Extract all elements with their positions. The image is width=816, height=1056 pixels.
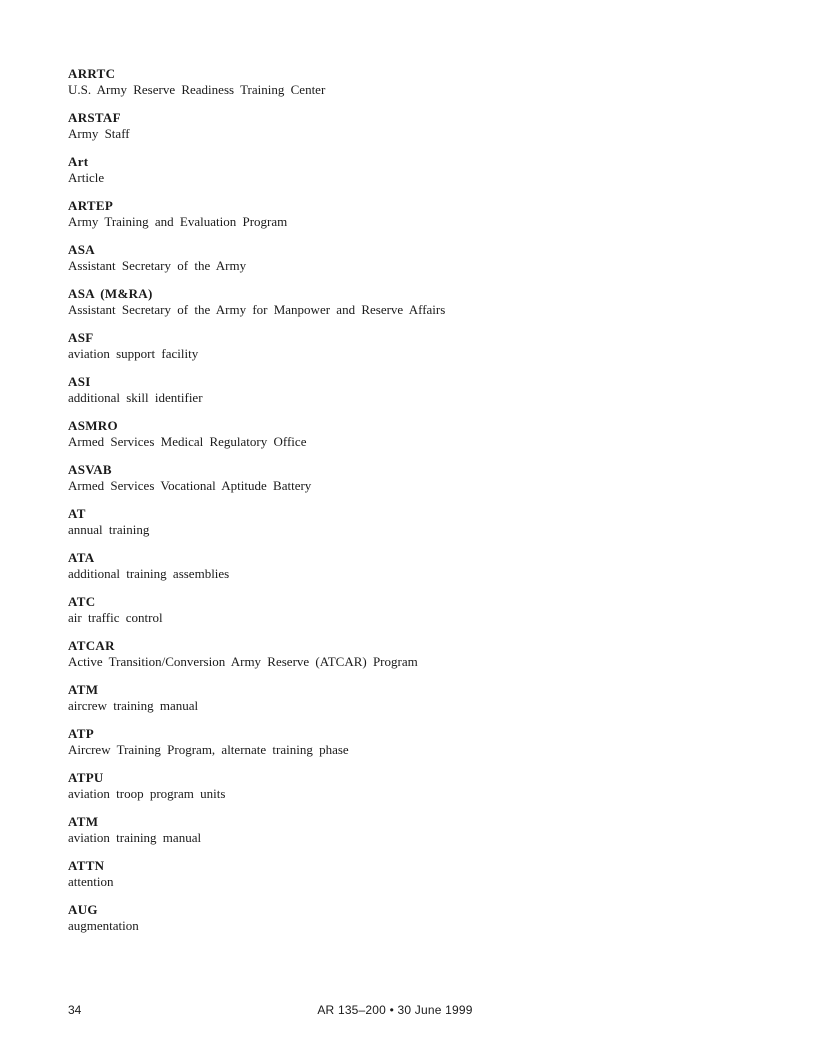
glossary-definition: U.S. Army Reserve Readiness Training Center: [68, 82, 326, 97]
document-reference: AR 135–200 • 30 June 1999: [317, 1003, 473, 1017]
glossary-term: ASVAB: [68, 462, 112, 477]
glossary-term: Art: [68, 154, 89, 169]
glossary-term: ATC: [68, 594, 96, 609]
glossary-definition: Assistant Secretary of the Army: [68, 258, 247, 273]
glossary-entry: [68, 418, 708, 450]
glossary-term: ATM: [68, 682, 99, 697]
glossary-entry: [68, 550, 708, 582]
glossary-term: AUG: [68, 902, 98, 917]
glossary-definition: augmentation: [68, 918, 139, 933]
glossary-term: ATA: [68, 550, 95, 565]
glossary-entry: [68, 374, 708, 406]
glossary-entry: [68, 330, 708, 362]
glossary-entry: [68, 242, 708, 274]
glossary-entry: [68, 858, 708, 890]
glossary-definition: Active Transition/Conversion Army Reserve (ATCAR) Program: [68, 654, 418, 669]
glossary-term: ATTN: [68, 858, 105, 873]
glossary-definition: attention: [68, 874, 114, 889]
glossary-entry: [68, 154, 708, 186]
glossary-term: AT: [68, 506, 86, 521]
glossary-term: ATPU: [68, 770, 104, 785]
glossary-definition: aircrew training manual: [68, 698, 199, 713]
glossary-term: ATP: [68, 726, 94, 741]
glossary-term: ASF: [68, 330, 94, 345]
page-number: 34: [68, 1003, 82, 1017]
glossary-list: [68, 66, 708, 946]
glossary-entry: [68, 462, 708, 494]
glossary-definition: aviation troop program units: [68, 786, 226, 801]
glossary-entry: [68, 638, 708, 670]
glossary-entry: [68, 594, 708, 626]
glossary-definition: Armed Services Vocational Aptitude Battery: [68, 478, 312, 493]
glossary-definition: annual training: [68, 522, 150, 537]
page-footer: [0, 1003, 816, 1019]
glossary-definition: air traffic control: [68, 610, 163, 625]
glossary-definition: additional skill identifier: [68, 390, 203, 405]
glossary-definition: Army Training and Evaluation Program: [68, 214, 288, 229]
glossary-definition: additional training assemblies: [68, 566, 230, 581]
glossary-entry: [68, 682, 708, 714]
glossary-entry: [68, 902, 708, 934]
glossary-entry: [68, 110, 708, 142]
glossary-term: ARRTC: [68, 66, 116, 81]
glossary-entry: [68, 506, 708, 538]
glossary-definition: Assistant Secretary of the Army for Manpower and Reserve Affairs: [68, 302, 446, 317]
glossary-definition: Aircrew Training Program, alternate training phase: [68, 742, 349, 757]
glossary-term: ARSTAF: [68, 110, 121, 125]
glossary-entry: [68, 726, 708, 758]
glossary-definition: aviation training manual: [68, 830, 202, 845]
glossary-term: ATCAR: [68, 638, 115, 653]
glossary-term: ATM: [68, 814, 99, 829]
glossary-term: ASI: [68, 374, 91, 389]
glossary-term: ASA (M&RA): [68, 286, 153, 301]
glossary-entry: [68, 770, 708, 802]
glossary-entry: [68, 814, 708, 846]
glossary-definition: aviation support facility: [68, 346, 199, 361]
glossary-term: ASA: [68, 242, 95, 257]
glossary-term: ARTEP: [68, 198, 114, 213]
glossary-term: ASMRO: [68, 418, 118, 433]
glossary-definition: Armed Services Medical Regulatory Office: [68, 434, 307, 449]
glossary-entry: [68, 198, 708, 230]
glossary-definition: Article: [68, 170, 105, 185]
glossary-entry: [68, 66, 708, 98]
glossary-entry: [68, 286, 708, 318]
glossary-definition: Army Staff: [68, 126, 130, 141]
